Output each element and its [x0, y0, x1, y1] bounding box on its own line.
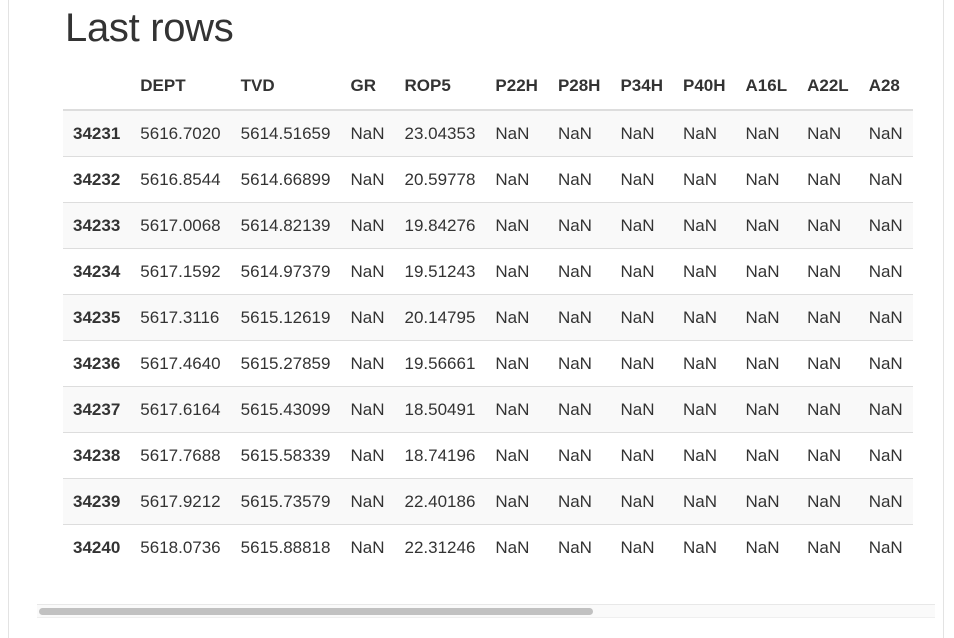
- table-cell: 5615.58339: [231, 433, 341, 479]
- table-cell: NaN: [340, 110, 394, 157]
- row-index-cell: 34232: [63, 157, 130, 203]
- table-cell: 5615.73579: [231, 479, 341, 525]
- table-cell: 5614.66899: [231, 157, 341, 203]
- horizontal-scrollbar[interactable]: [37, 604, 935, 618]
- table-cell: NaN: [340, 433, 394, 479]
- row-index-cell: 34231: [63, 110, 130, 157]
- row-index-cell: 34237: [63, 387, 130, 433]
- table-cell: NaN: [797, 387, 859, 433]
- table-cell: NaN: [859, 525, 913, 571]
- table-cell: NaN: [485, 341, 548, 387]
- table-row: [63, 433, 913, 479]
- row-index-cell: 34236: [63, 341, 130, 387]
- index-column-header: [63, 62, 130, 110]
- table-cell: NaN: [610, 110, 673, 157]
- table-row: [63, 525, 913, 571]
- table-cell: NaN: [610, 295, 673, 341]
- scrollbar-thumb[interactable]: [39, 608, 593, 615]
- table-row: [63, 203, 913, 249]
- table-cell: 5617.7688: [130, 433, 230, 479]
- table-cell: NaN: [548, 249, 611, 295]
- table-cell: 19.56661: [395, 341, 486, 387]
- table-cell: 5614.82139: [231, 203, 341, 249]
- column-header: A16L: [736, 62, 798, 110]
- table-row: [63, 249, 913, 295]
- table-cell: NaN: [610, 387, 673, 433]
- table-row: [63, 479, 913, 525]
- table-cell: NaN: [673, 433, 736, 479]
- table-row: [63, 110, 913, 157]
- table-cell: 20.59778: [395, 157, 486, 203]
- table-scroll-container[interactable]: [63, 62, 927, 574]
- table-cell: 23.04353: [395, 110, 486, 157]
- row-index-cell: 34234: [63, 249, 130, 295]
- table-cell: 22.40186: [395, 479, 486, 525]
- table-cell: NaN: [610, 433, 673, 479]
- table-header-row: [63, 62, 913, 110]
- table-cell: NaN: [797, 525, 859, 571]
- table-cell: NaN: [673, 525, 736, 571]
- table-cell: NaN: [797, 479, 859, 525]
- row-index-cell: 34233: [63, 203, 130, 249]
- table-cell: NaN: [610, 203, 673, 249]
- table-row: [63, 387, 913, 433]
- table-cell: 5614.97379: [231, 249, 341, 295]
- column-header: DEPT: [130, 62, 230, 110]
- table-cell: 5614.51659: [231, 110, 341, 157]
- table-cell: NaN: [485, 110, 548, 157]
- table-cell: NaN: [736, 203, 798, 249]
- table-cell: 5617.6164: [130, 387, 230, 433]
- table-cell: NaN: [610, 525, 673, 571]
- table-cell: NaN: [610, 341, 673, 387]
- table-cell: NaN: [610, 249, 673, 295]
- table-cell: NaN: [548, 295, 611, 341]
- table-cell: NaN: [859, 387, 913, 433]
- row-index-cell: 34239: [63, 479, 130, 525]
- table-cell: NaN: [340, 203, 394, 249]
- page-title: Last rows: [65, 6, 234, 50]
- table-cell: 5615.27859: [231, 341, 341, 387]
- output-panel: [8, 0, 944, 638]
- row-index-cell: 34238: [63, 433, 130, 479]
- table-cell: 5616.7020: [130, 110, 230, 157]
- table-cell: NaN: [673, 157, 736, 203]
- table-cell: NaN: [797, 110, 859, 157]
- table-cell: NaN: [673, 341, 736, 387]
- table-cell: NaN: [797, 203, 859, 249]
- table-cell: 5617.9212: [130, 479, 230, 525]
- table-cell: NaN: [548, 525, 611, 571]
- table-cell: NaN: [340, 479, 394, 525]
- table-row: [63, 295, 913, 341]
- table-cell: NaN: [340, 525, 394, 571]
- column-header: P28H: [548, 62, 611, 110]
- table-cell: NaN: [797, 249, 859, 295]
- table-cell: NaN: [548, 387, 611, 433]
- table-cell: NaN: [736, 479, 798, 525]
- table-cell: NaN: [548, 433, 611, 479]
- table-cell: 19.84276: [395, 203, 486, 249]
- table-header: [63, 62, 913, 110]
- table-cell: NaN: [548, 479, 611, 525]
- table-cell: 5617.4640: [130, 341, 230, 387]
- table-cell: NaN: [859, 157, 913, 203]
- table-cell: NaN: [736, 295, 798, 341]
- table-cell: 19.51243: [395, 249, 486, 295]
- table-cell: NaN: [485, 203, 548, 249]
- table-cell: NaN: [673, 249, 736, 295]
- table-cell: NaN: [485, 249, 548, 295]
- table-cell: NaN: [548, 341, 611, 387]
- table-cell: 18.50491: [395, 387, 486, 433]
- column-header: A28: [859, 62, 913, 110]
- table-cell: NaN: [859, 433, 913, 479]
- table-cell: 5615.12619: [231, 295, 341, 341]
- table-cell: 5618.0736: [130, 525, 230, 571]
- column-header: P22H: [485, 62, 548, 110]
- data-table: [63, 62, 913, 570]
- table-row: [63, 157, 913, 203]
- table-cell: NaN: [859, 479, 913, 525]
- table-cell: NaN: [673, 295, 736, 341]
- table-cell: NaN: [859, 295, 913, 341]
- column-header: GR: [340, 62, 394, 110]
- table-cell: 5616.8544: [130, 157, 230, 203]
- column-header: A22L: [797, 62, 859, 110]
- table-cell: NaN: [340, 387, 394, 433]
- table-cell: NaN: [673, 479, 736, 525]
- table-cell: NaN: [340, 295, 394, 341]
- table-cell: NaN: [859, 203, 913, 249]
- table-cell: 5617.3116: [130, 295, 230, 341]
- table-cell: 5617.1592: [130, 249, 230, 295]
- table-cell: NaN: [797, 341, 859, 387]
- row-index-cell: 34240: [63, 525, 130, 571]
- table-cell: NaN: [673, 203, 736, 249]
- table-cell: NaN: [485, 479, 548, 525]
- table-cell: NaN: [485, 525, 548, 571]
- table-row: [63, 341, 913, 387]
- table-cell: NaN: [340, 249, 394, 295]
- table-cell: NaN: [485, 295, 548, 341]
- table-cell: NaN: [340, 341, 394, 387]
- table-body: [63, 110, 913, 570]
- table-cell: NaN: [610, 479, 673, 525]
- table-cell: NaN: [610, 157, 673, 203]
- table-cell: NaN: [859, 110, 913, 157]
- table-cell: NaN: [797, 433, 859, 479]
- table-cell: NaN: [485, 387, 548, 433]
- column-header: ROP5: [395, 62, 486, 110]
- column-header: TVD: [231, 62, 341, 110]
- table-cell: NaN: [736, 387, 798, 433]
- column-header: P40H: [673, 62, 736, 110]
- table-cell: NaN: [736, 157, 798, 203]
- table-cell: NaN: [736, 110, 798, 157]
- table-cell: NaN: [797, 295, 859, 341]
- table-cell: NaN: [548, 203, 611, 249]
- table-cell: 5617.0068: [130, 203, 230, 249]
- table-cell: NaN: [673, 110, 736, 157]
- table-cell: NaN: [736, 249, 798, 295]
- row-index-cell: 34235: [63, 295, 130, 341]
- table-cell: NaN: [736, 341, 798, 387]
- table-cell: NaN: [859, 249, 913, 295]
- column-header: P34H: [610, 62, 673, 110]
- table-cell: NaN: [340, 157, 394, 203]
- table-cell: NaN: [859, 341, 913, 387]
- table-cell: 5615.43099: [231, 387, 341, 433]
- table-cell: 22.31246: [395, 525, 486, 571]
- table-cell: NaN: [548, 157, 611, 203]
- table-cell: 18.74196: [395, 433, 486, 479]
- table-cell: NaN: [485, 157, 548, 203]
- table-cell: NaN: [736, 433, 798, 479]
- table-cell: NaN: [673, 387, 736, 433]
- table-cell: NaN: [548, 110, 611, 157]
- table-cell: NaN: [485, 433, 548, 479]
- table-cell: NaN: [736, 525, 798, 571]
- table-cell: 5615.88818: [231, 525, 341, 571]
- table-cell: NaN: [797, 157, 859, 203]
- table-cell: 20.14795: [395, 295, 486, 341]
